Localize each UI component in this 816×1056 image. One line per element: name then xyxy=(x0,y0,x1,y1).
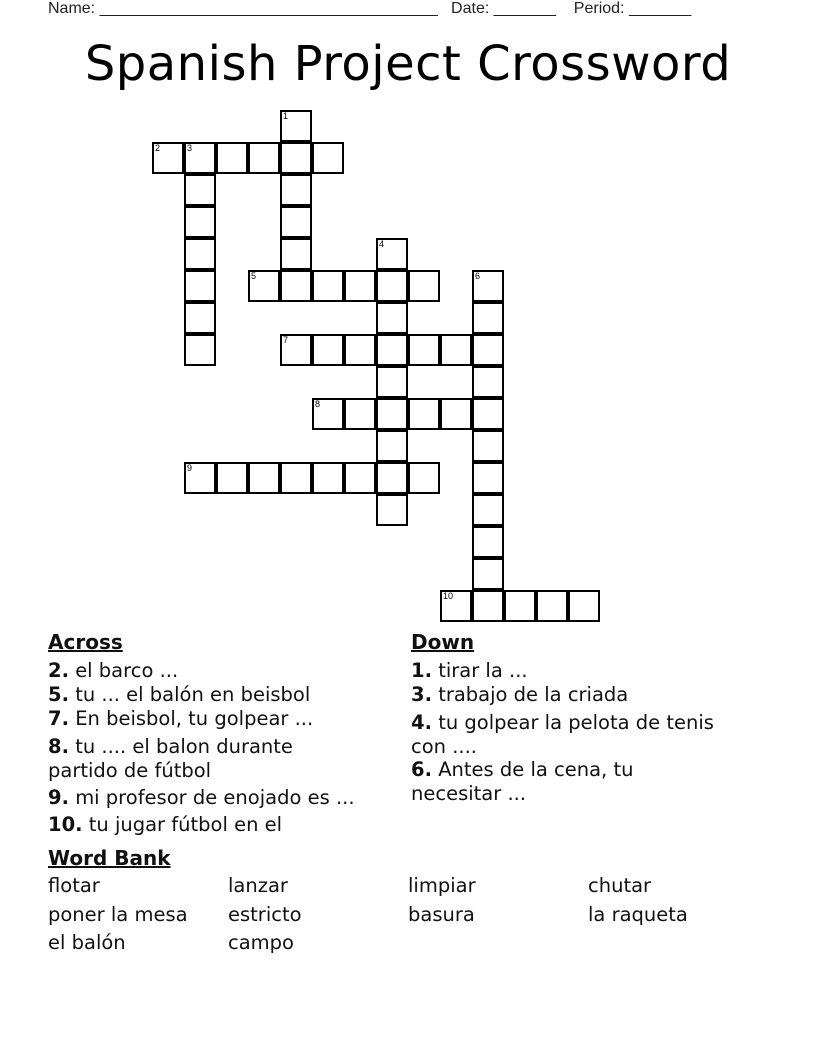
clue-number: 10 xyxy=(443,591,454,601)
clue-across-7: 7. En beisbol, tu golpear ... xyxy=(48,707,314,730)
word-bank-item: flotar xyxy=(48,874,100,897)
clue-across-2: 2. el barco ... xyxy=(48,659,179,682)
clue-across-5: 5. tu ... el balón en beisbol xyxy=(48,683,311,706)
word-bank-item: chutar xyxy=(588,874,652,897)
crossword-cell[interactable] xyxy=(376,334,408,366)
crossword-cell[interactable] xyxy=(408,270,440,302)
crossword-cell[interactable] xyxy=(472,526,504,558)
crossword-cell[interactable] xyxy=(344,270,376,302)
crossword-cell[interactable] xyxy=(280,142,312,174)
clue-number: 1 xyxy=(283,111,289,121)
clue-down-1: 1. tirar la ... xyxy=(411,659,528,682)
word-bank-item: campo xyxy=(228,931,294,954)
crossword-cell[interactable] xyxy=(184,142,216,174)
crossword-cell[interactable] xyxy=(312,142,344,174)
crossword-cell[interactable] xyxy=(472,270,504,302)
clue-number: 9 xyxy=(187,463,193,473)
crossword-cell[interactable] xyxy=(312,398,344,430)
crossword-cell[interactable] xyxy=(376,398,408,430)
crossword-cell[interactable] xyxy=(184,174,216,206)
word-bank-heading: Word Bank xyxy=(48,846,171,870)
crossword-cell[interactable] xyxy=(280,462,312,494)
crossword-cell[interactable] xyxy=(280,206,312,238)
clue-number: 4 xyxy=(379,239,385,249)
crossword-cell[interactable] xyxy=(280,238,312,270)
crossword-cell[interactable] xyxy=(472,494,504,526)
crossword-cell[interactable] xyxy=(280,270,312,302)
across-heading: Across xyxy=(48,630,123,654)
crossword-cell[interactable] xyxy=(184,462,216,494)
crossword-cell[interactable] xyxy=(376,430,408,462)
crossword-cell[interactable] xyxy=(376,494,408,526)
crossword-cell[interactable] xyxy=(312,270,344,302)
crossword-cell[interactable] xyxy=(376,302,408,334)
clue-across-10: 10. tu jugar fútbol en el xyxy=(48,813,283,836)
crossword-cell[interactable] xyxy=(408,398,440,430)
crossword-cell[interactable] xyxy=(280,334,312,366)
crossword-cell[interactable] xyxy=(472,558,504,590)
crossword-cell[interactable] xyxy=(344,398,376,430)
crossword-cell[interactable] xyxy=(472,366,504,398)
crossword-cell[interactable] xyxy=(376,270,408,302)
crossword-cell[interactable] xyxy=(312,334,344,366)
crossword-cell[interactable] xyxy=(440,398,472,430)
crossword-cell[interactable] xyxy=(472,590,504,622)
clue-down-6: 6. Antes de la cena, tu necesitar ... xyxy=(411,758,634,805)
crossword-cell[interactable] xyxy=(280,174,312,206)
crossword-cell[interactable] xyxy=(280,110,312,142)
crossword-cell[interactable] xyxy=(440,334,472,366)
crossword-cell[interactable] xyxy=(184,334,216,366)
crossword-cell[interactable] xyxy=(312,462,344,494)
crossword-cell[interactable] xyxy=(472,462,504,494)
crossword-cell[interactable] xyxy=(376,462,408,494)
crossword-cell[interactable] xyxy=(216,462,248,494)
crossword-cell[interactable] xyxy=(184,238,216,270)
word-bank-item: poner la mesa xyxy=(48,903,188,926)
clue-number: 8 xyxy=(315,399,321,409)
crossword-cell[interactable] xyxy=(408,462,440,494)
clue-number: 2 xyxy=(155,143,161,153)
name-date-period-line: Name: ______________________________________ Date: _______ Period: _______ xyxy=(48,0,692,17)
crossword-cell[interactable] xyxy=(184,206,216,238)
crossword-cell[interactable] xyxy=(184,302,216,334)
crossword-cell[interactable] xyxy=(216,142,248,174)
crossword-cell[interactable] xyxy=(472,334,504,366)
page-title: Spanish Project Crossword xyxy=(84,36,732,92)
clue-number: 5 xyxy=(251,271,257,281)
crossword-cell[interactable] xyxy=(472,430,504,462)
down-heading: Down xyxy=(411,630,475,654)
clue-number: 7 xyxy=(283,335,289,345)
crossword-cell[interactable] xyxy=(472,302,504,334)
crossword-cell[interactable] xyxy=(152,142,184,174)
crossword-cell[interactable] xyxy=(184,270,216,302)
clue-number: 6 xyxy=(475,271,481,281)
word-bank-item: lanzar xyxy=(228,874,288,897)
clue-number: 3 xyxy=(187,143,193,153)
word-bank-item: el balón xyxy=(48,931,126,954)
clue-across-9: 9. mi profesor de enojado es ... xyxy=(48,786,355,809)
crossword-cell[interactable] xyxy=(504,590,536,622)
crossword-cell[interactable] xyxy=(344,462,376,494)
crossword-cell[interactable] xyxy=(408,334,440,366)
word-bank-item: estricto xyxy=(228,903,302,926)
crossword-cell[interactable] xyxy=(248,270,280,302)
clue-down-4: 4. tu golpear la pelota de tenis con .... xyxy=(411,711,714,758)
crossword-cell[interactable] xyxy=(440,590,472,622)
crossword-cell[interactable] xyxy=(248,142,280,174)
crossword-cell[interactable] xyxy=(248,462,280,494)
crossword-cell[interactable] xyxy=(344,334,376,366)
crossword-cell[interactable] xyxy=(568,590,600,622)
crossword-cell[interactable] xyxy=(472,398,504,430)
crossword-cell[interactable] xyxy=(536,590,568,622)
word-bank-item: la raqueta xyxy=(588,903,688,926)
crossword-cell[interactable] xyxy=(376,238,408,270)
crossword-cell[interactable] xyxy=(376,366,408,398)
word-bank-item: basura xyxy=(408,903,475,926)
clue-across-8: 8. tu .... el balon durante partido de fútbol xyxy=(48,735,293,782)
clue-down-3: 3. trabajo de la criada xyxy=(411,683,629,706)
word-bank-item: limpiar xyxy=(408,874,476,897)
